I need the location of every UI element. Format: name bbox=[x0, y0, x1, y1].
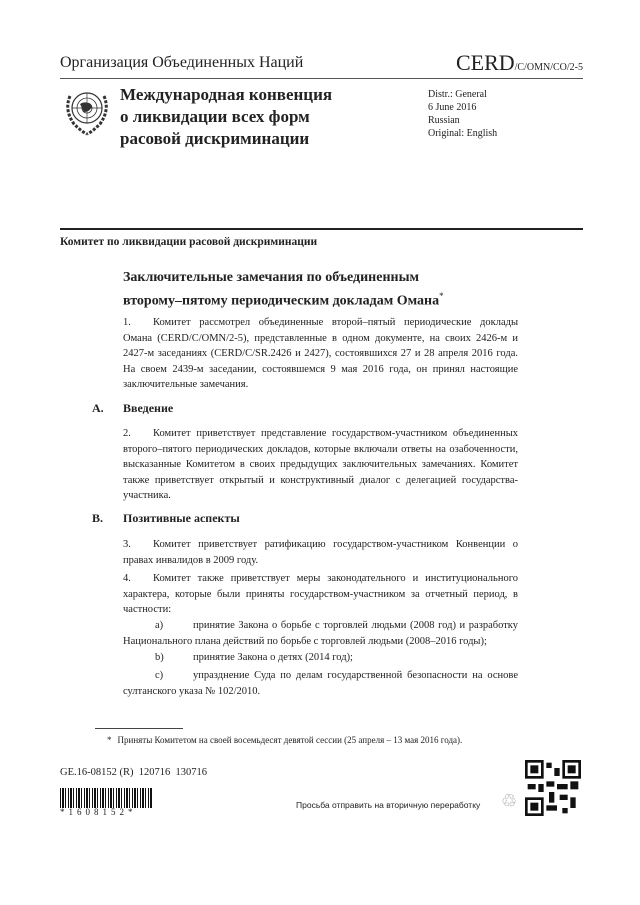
subitem-c bbox=[123, 668, 518, 699]
subitem-letter: a) bbox=[155, 620, 164, 631]
section-heading-a bbox=[92, 401, 518, 417]
subitem-letter: b) bbox=[155, 652, 164, 663]
recycle-icon: ♲ bbox=[501, 791, 518, 811]
symbol-main: CERD bbox=[455, 50, 515, 75]
paragraph-text: Комитет приветствует представление государством-участником объединенных второго–пятого периодических докладов, которые включали ответы на озабоченности, высказанные Комитетом в своих предыдущих заключительных замечаниях. Комитет также приветствует открытый и конструктивный диалог с делегацией государства-участника. bbox=[123, 428, 518, 501]
section-letter: A. bbox=[92, 401, 104, 415]
footnote-text: Приняты Комитетом на своей восемьдесят девятой сессии (25 апреля – 13 мая 2016 года). bbox=[117, 735, 463, 745]
subitem-text: принятие Закона о борьбе с торговлей людьми (2008 год) и разработку Национального плана действий по борьбе с торговлей людьми (2008–2016 годы); bbox=[123, 620, 518, 647]
paragraph-number: 3. bbox=[123, 539, 131, 550]
document-symbol bbox=[456, 50, 583, 76]
footnote-divider bbox=[95, 728, 183, 729]
title-line-text: второму–пятому периодическим докладам Омана bbox=[123, 293, 440, 309]
section-letter: B. bbox=[92, 511, 104, 525]
paragraph-number: 1. bbox=[123, 317, 131, 328]
barcode bbox=[60, 788, 152, 808]
subitem-letter: c) bbox=[155, 670, 164, 681]
subitem-text: принятие Закона о детях (2014 год); bbox=[193, 652, 353, 663]
distribution-info bbox=[428, 88, 497, 140]
paragraph-1 bbox=[123, 315, 518, 393]
subitem-b bbox=[123, 650, 518, 666]
footnote-mark: * bbox=[107, 735, 112, 745]
subitem-text: упразднение Суда по делам государственной безопасности на основе султанского указа № 102/2010. bbox=[123, 670, 518, 697]
language: Russian bbox=[428, 115, 460, 126]
convention-title-line: Международная конвенция bbox=[120, 85, 333, 104]
job-number: GE.16-08152 (R) 120716 130716 bbox=[60, 767, 207, 778]
paragraph-text: Комитет рассмотрел объединенные второй–пятый периодические доклады Омана (CERD/C/OMN/2-5), представленные в одном документе, на своих 2426-м и 2427-м заседаниях (CERD/C/SR.2426 и 2427), состоявшихся 27 и 28 апреля 2016 года. На своем 2439-м заседании, состоявшемся 9 мая 2016 года, он принял настоящие заключительные замечания. bbox=[123, 317, 518, 390]
paragraph-number: 4. bbox=[123, 573, 131, 584]
organization-name: Организация Объединенных Наций bbox=[60, 54, 304, 71]
convention-title-line: о ликвидации всех форм bbox=[120, 107, 310, 126]
paragraph-text: Комитет также приветствует меры законодательного и институционального характера, которые были приняты государством-участником за отчетный период, в частности: bbox=[123, 573, 518, 615]
qr-code-icon bbox=[525, 760, 581, 816]
convention-title bbox=[120, 84, 332, 150]
section-heading-b bbox=[92, 511, 518, 527]
footnote bbox=[107, 734, 487, 747]
committee-name: Комитет по ликвидации расовой дискриминации bbox=[60, 236, 318, 248]
barcode-text: *1608152* bbox=[60, 807, 137, 817]
symbol-suffix: /C/OMN/CO/2-5 bbox=[514, 62, 583, 73]
title-line: Заключительные замечания по объединенным bbox=[123, 270, 420, 285]
title-line bbox=[123, 287, 523, 311]
un-emblem-icon bbox=[64, 84, 110, 136]
paragraph-3 bbox=[123, 537, 518, 568]
recycle-text: Просьба отправить на вторичную переработку bbox=[296, 800, 481, 810]
date: 6 June 2016 bbox=[428, 102, 477, 113]
section-title: Позитивные аспекты bbox=[123, 511, 240, 525]
section-title: Введение bbox=[123, 401, 174, 415]
distr: Distr.: General bbox=[428, 89, 487, 100]
original-language: Original: English bbox=[428, 128, 498, 139]
paragraph-2 bbox=[123, 426, 518, 504]
thick-divider bbox=[60, 228, 583, 230]
footnote-mark: * bbox=[439, 291, 444, 301]
document-title bbox=[123, 268, 523, 311]
paragraph-text: Комитет приветствует ратификацию государством-участником Конвенции о правах инвалидов в 2009 году. bbox=[123, 539, 518, 566]
subitem-a bbox=[123, 618, 518, 649]
convention-title-line: расовой дискриминации bbox=[120, 129, 310, 148]
paragraph-number: 2. bbox=[123, 428, 131, 439]
header-divider bbox=[60, 78, 583, 79]
paragraph-4 bbox=[123, 571, 518, 618]
